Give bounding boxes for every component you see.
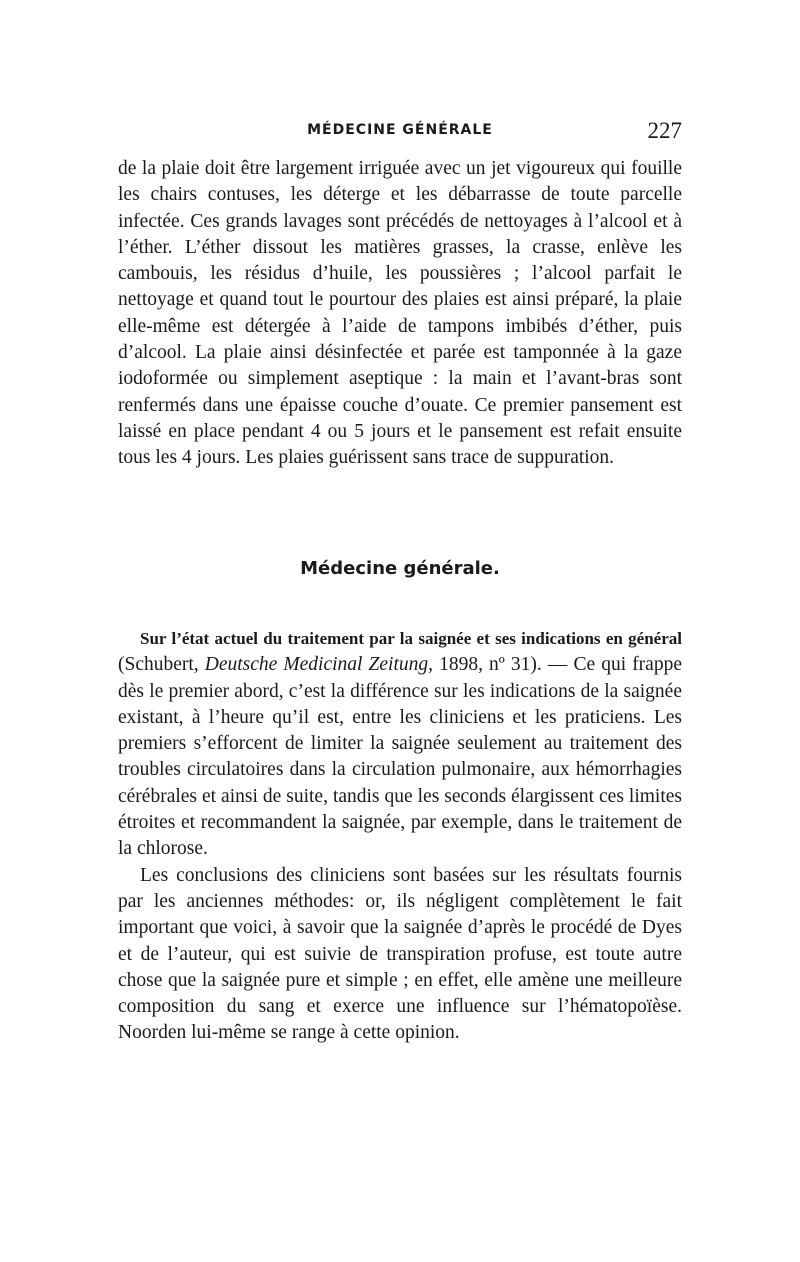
first-paragraph-text: Ce qui frappe dès le premier abord, c’est la différence sur les indications de la saignée existant, à l’heure qu’il est, entre les cliniciens et les praticiens. Les premiers s’efforcent de limiter la saignée seulement au traitement des troubles circulatoires dans la circulation pulmonaire, aux hémorrhagies cérébrales et ainsi de suite, tandis que les seconds élargissent ces limites étroites et recommandent la saignée, par exemple, dans le traitement de la chlorose.: [118, 654, 682, 860]
running-head: [118, 118, 682, 148]
citation-close: , 1898, nº 31). —: [428, 654, 574, 676]
article-second-paragraph: Les conclusions des cliniciens sont basées sur les résultats fournis par les anciennes méthodes: or, ils négligent complètement le fait important que voici, à savoir que la saignée d’après le procédé de Dyes et de l’auteur, qui est suivie de transpiration profuse, est toute autre chose que la saignée pure et simple ; en effet, elle amène une meilleure composition du sang et exerce une influence sur l’hématopoïèse. Noorden lui-même se range à cette opinion.: [118, 864, 682, 1044]
running-title: MÉDECINE GÉNÉRALE: [307, 122, 493, 138]
article: [118, 626, 682, 1047]
journal-name: Deutsche Medicinal Zeitung: [204, 654, 429, 676]
continuation-text: [118, 156, 682, 472]
continuation-paragraph: de la plaie doit être largement irriguée avec un jet vigoureux qui fouille les chairs contuses, les déterge et les débarrasse de toute parcelle infectée. Ces grands lavages sont précédés de nettoyages à l’alcool et à l’éther. L’éther dissout les matières grasses, la crasse, enlève les cambouis, les résidus d’huile, les poussières ; l’alcool parfait le nettoyage et quand tout le pourtour des plaies est ainsi préparé, la plaie elle-même est détergée à l’aide de tampons imbibés d’éther, puis d’alcool. La plaie ainsi désinfectée et parée est tamponnée à la gaze iodoformée ou simplement aseptique : la main et l’avant-bras sont renfermés dans une épaisse couche d’ouate. Ce premier pansement est laissé en place pendant 4 ou 5 jours et le pansement est refait ensuite tous les 4 jours. Les plaies guérissent sans trace de suppuration.: [118, 158, 682, 469]
article-title: Sur l’état actuel du traitement par la saignée et ses indications en général: [140, 629, 682, 648]
section-heading: Médecine générale.: [300, 558, 500, 579]
citation-open: (Schubert,: [118, 654, 205, 676]
page-number: 227: [647, 118, 682, 143]
article-first-paragraph: [118, 626, 682, 863]
